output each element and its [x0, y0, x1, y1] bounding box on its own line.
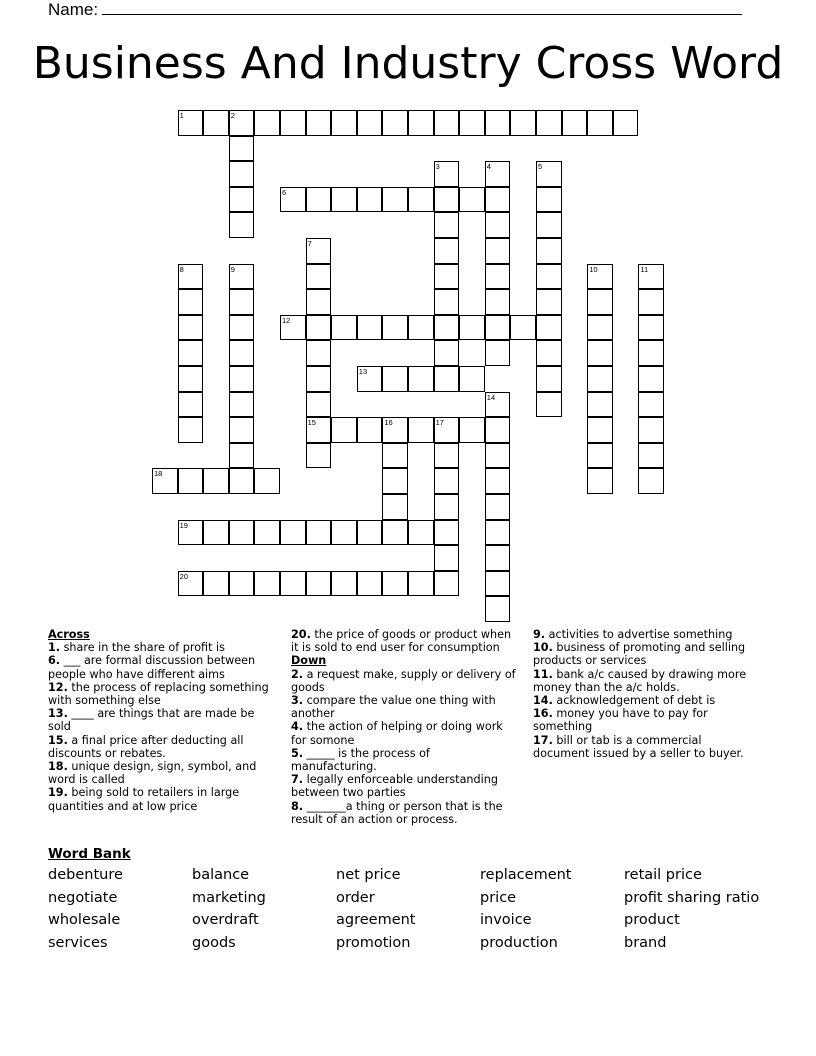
crossword-cell[interactable]	[382, 571, 408, 597]
clue-item-text: _______a thing or person that is the result of an action or process.	[291, 799, 503, 826]
crossword-cell[interactable]	[382, 366, 408, 392]
crossword-cell[interactable]	[382, 187, 408, 213]
crossword-cell[interactable]	[178, 264, 204, 290]
clue-item-text: ____ are things that are made be sold	[48, 707, 255, 734]
clue-number: 2	[230, 111, 235, 120]
crossword-cell[interactable]	[434, 212, 460, 238]
clue-number: 11	[640, 264, 649, 274]
crossword-cell[interactable]	[382, 110, 408, 136]
crossword-cell[interactable]	[382, 494, 408, 520]
crossword-cell[interactable]	[536, 110, 562, 136]
clue-item-text: the action of helping or doing work for somone	[291, 720, 503, 747]
clue-item-number: 12.	[48, 680, 68, 694]
crossword-cell[interactable]	[638, 468, 664, 494]
crossword-cell[interactable]	[306, 366, 332, 392]
clue-item-number: 18.	[48, 760, 68, 774]
crossword-cell[interactable]	[178, 110, 204, 136]
crossword-cell[interactable]	[331, 187, 357, 213]
clue-number: 16	[384, 418, 393, 428]
clue-number: 5	[538, 162, 543, 172]
clue-item-number: 7.	[291, 773, 304, 787]
crossword-cell[interactable]	[434, 161, 460, 187]
crossword-cell[interactable]	[306, 289, 332, 315]
crossword-cell[interactable]	[306, 571, 332, 597]
crossword-cell[interactable]	[638, 443, 664, 469]
crossword-cell[interactable]	[306, 238, 332, 264]
crossword-cell[interactable]	[178, 571, 204, 597]
crossword-cell[interactable]	[408, 417, 434, 443]
clue-item-number: 8.	[291, 799, 304, 813]
crossword-cell[interactable]	[229, 136, 255, 162]
crossword-cell[interactable]	[485, 187, 511, 213]
crossword-cell[interactable]	[229, 468, 255, 494]
word-bank-item: wholesale	[48, 912, 121, 929]
crossword-cell[interactable]	[203, 110, 229, 136]
clue-item-text: business of promoting and selling products or services	[533, 641, 746, 668]
clue-number: 13	[358, 367, 368, 376]
clue-number: 4	[486, 162, 491, 172]
crossword-cell[interactable]	[229, 340, 255, 366]
crossword-cell[interactable]	[229, 443, 255, 469]
clue-item-text: compare the value one thing with another	[291, 694, 496, 721]
crossword-cell[interactable]	[306, 417, 332, 443]
crossword-cell[interactable]	[408, 315, 434, 341]
crossword-cell[interactable]	[280, 315, 306, 341]
crossword-cell[interactable]	[434, 110, 460, 136]
clue-item-text: the price of goods or product when it is sold to end user for consumption	[291, 628, 512, 655]
clues-column-2	[291, 628, 519, 826]
crossword-cell[interactable]	[178, 468, 204, 494]
crossword-cell[interactable]	[306, 264, 332, 290]
clue-item	[291, 800, 519, 826]
word-bank-item: order	[336, 889, 375, 906]
crossword-cell[interactable]	[485, 212, 511, 238]
crossword-cell[interactable]	[229, 187, 255, 213]
word-bank-item: price	[480, 889, 517, 906]
word-bank-item: replacement	[480, 867, 572, 883]
crossword-cell[interactable]	[536, 264, 562, 290]
crossword-cell[interactable]	[587, 110, 613, 136]
crossword-cell[interactable]	[229, 161, 255, 187]
clue-item-number: 5.	[291, 746, 304, 760]
crossword-cell[interactable]	[587, 264, 613, 290]
crossword-cell[interactable]	[434, 468, 460, 494]
crossword-cell[interactable]	[203, 571, 229, 597]
across-clue-list-continued	[291, 628, 519, 654]
crossword-cell[interactable]	[485, 520, 511, 546]
crossword-cell[interactable]	[536, 187, 562, 213]
crossword-cell[interactable]	[485, 161, 511, 187]
clue-number: 14	[486, 392, 496, 402]
clue-item-text: the process of replacing something with something else	[48, 680, 269, 708]
crossword-cell[interactable]	[408, 520, 434, 546]
crossword-cell[interactable]	[638, 264, 664, 290]
crossword-cell[interactable]	[382, 443, 408, 469]
crossword-cell[interactable]	[434, 187, 460, 213]
clue-item-text: bank a/c caused by drawing more money than the a/c holds.	[533, 667, 747, 694]
crossword-cell[interactable]	[638, 366, 664, 392]
crossword-cell[interactable]	[434, 315, 460, 341]
crossword-cell[interactable]	[357, 315, 383, 341]
name-label: Name:	[48, 0, 99, 19]
crossword-cell[interactable]	[485, 110, 511, 136]
crossword-cell[interactable]	[203, 520, 229, 546]
crossword-cell[interactable]	[178, 392, 204, 418]
crossword-cell[interactable]	[382, 417, 408, 443]
clue-item-text: share in the share of profit is	[60, 641, 225, 655]
clue-item-text: money you have to pay for something	[533, 707, 708, 734]
crossword-cell[interactable]	[536, 340, 562, 366]
clue-item-number: 10.	[533, 641, 553, 655]
clue-number: 3	[435, 162, 440, 172]
crossword-cell[interactable]	[331, 571, 357, 597]
crossword-cell[interactable]	[408, 366, 434, 392]
crossword-cell[interactable]	[306, 392, 332, 418]
clue-item	[533, 694, 761, 707]
crossword-cell[interactable]	[178, 340, 204, 366]
crossword-cell[interactable]	[536, 212, 562, 238]
word-bank-item: overdraft	[192, 912, 259, 929]
clues-column-3	[533, 628, 761, 760]
down-clue-list-continued	[533, 628, 761, 760]
crossword-cell[interactable]	[229, 315, 255, 341]
clue-item-text: bill or tab is a commercial document issued by a seller to buyer.	[533, 733, 744, 760]
crossword-cell[interactable]	[357, 366, 383, 392]
crossword-cell[interactable]	[459, 417, 485, 443]
crossword-cell[interactable]	[382, 468, 408, 494]
crossword-cell[interactable]	[459, 315, 485, 341]
clue-item	[533, 628, 761, 641]
crossword-cell[interactable]	[434, 571, 460, 597]
clue-item-text: a request make, supply or delivery of goods	[291, 667, 516, 694]
clue-item	[48, 707, 276, 733]
word-bank-item: services	[48, 935, 108, 952]
clue-item-text: a final price after deducting all discounts or rebates.	[48, 733, 244, 760]
clue-item-number: 11.	[533, 667, 553, 681]
crossword-cell[interactable]	[562, 110, 588, 136]
clue-item-number: 9.	[533, 628, 546, 641]
crossword-cell[interactable]	[485, 494, 511, 520]
crossword-cell[interactable]	[434, 494, 460, 520]
clue-item	[291, 720, 519, 746]
word-bank-item: goods	[192, 935, 236, 952]
word-bank-item: debenture	[48, 867, 123, 883]
crossword-cell[interactable]	[459, 366, 485, 392]
crossword-cell[interactable]	[229, 110, 255, 136]
crossword-cell[interactable]	[229, 520, 255, 546]
crossword-cell[interactable]	[485, 417, 511, 443]
crossword-cell[interactable]	[178, 366, 204, 392]
clue-item-number: 14.	[533, 694, 553, 708]
crossword-cell[interactable]	[229, 392, 255, 418]
crossword-cell[interactable]	[536, 366, 562, 392]
crossword-cell[interactable]	[357, 571, 383, 597]
clue-number: 17	[435, 418, 444, 428]
word-bank-item: brand	[624, 935, 667, 952]
crossword-cell[interactable]	[485, 289, 511, 315]
crossword-cell[interactable]	[587, 443, 613, 469]
crossword-cell[interactable]	[459, 187, 485, 213]
clue-item	[48, 760, 276, 786]
crossword-cell[interactable]	[229, 417, 255, 443]
crossword-cell[interactable]	[638, 289, 664, 315]
crossword-cell[interactable]	[382, 520, 408, 546]
crossword-cell[interactable]	[357, 187, 383, 213]
crossword-cell[interactable]	[485, 238, 511, 264]
down-clue-list	[291, 668, 519, 826]
clue-item	[48, 654, 276, 680]
crossword-cell[interactable]	[331, 417, 357, 443]
clue-item	[291, 628, 519, 654]
crossword-cell[interactable]	[357, 417, 383, 443]
crossword-cell[interactable]	[152, 468, 178, 494]
crossword-cell[interactable]	[587, 289, 613, 315]
crossword-cell[interactable]	[357, 520, 383, 546]
crossword-cell[interactable]	[485, 571, 511, 597]
crossword-cell[interactable]	[306, 110, 332, 136]
crossword-cell[interactable]	[306, 187, 332, 213]
word-bank-item: product	[624, 912, 680, 929]
page-title: Business And Industry Cross Word	[32, 38, 784, 89]
crossword-cell[interactable]	[587, 315, 613, 341]
crossword-cell[interactable]	[638, 340, 664, 366]
word-bank-item: promotion	[336, 935, 411, 952]
crossword-cell[interactable]	[510, 315, 536, 341]
clue-number: 12	[282, 315, 291, 325]
crossword-cell[interactable]	[408, 187, 434, 213]
crossword-cell[interactable]	[485, 340, 511, 366]
clue-number: 9	[230, 264, 235, 274]
crossword-cell[interactable]	[587, 340, 613, 366]
clue-item-text: being sold to retailers in large quantities and at low price	[48, 786, 240, 813]
word-bank-item: marketing	[192, 889, 266, 906]
crossword-cell[interactable]	[357, 110, 383, 136]
crossword-cell[interactable]	[331, 110, 357, 136]
crossword-cell[interactable]	[459, 110, 485, 136]
clue-item	[48, 734, 276, 760]
clue-item-number: 20.	[291, 628, 311, 641]
crossword-cell[interactable]	[638, 315, 664, 341]
word-bank-item: net price	[336, 867, 401, 883]
crossword-cell[interactable]	[485, 596, 511, 622]
clue-number: 19	[179, 520, 188, 530]
crossword-cell[interactable]	[638, 417, 664, 443]
clue-item-text: acknowledgement of debt is	[552, 694, 716, 708]
across-header: Across	[48, 628, 90, 641]
word-bank-item: invoice	[480, 912, 532, 929]
clue-item-text: _____ is the process of manufacturing.	[291, 746, 430, 774]
clue-number: 20	[179, 571, 188, 581]
clue-item	[291, 747, 519, 773]
crossword-cell[interactable]	[485, 545, 511, 571]
word-bank-title: Word Bank	[48, 846, 131, 862]
clue-number: 1	[179, 111, 184, 120]
clue-item	[533, 641, 761, 667]
across-clue-list	[48, 641, 276, 813]
crossword-cell[interactable]	[434, 545, 460, 571]
word-bank-item: production	[480, 935, 558, 952]
crossword-cell[interactable]	[229, 212, 255, 238]
clue-number: 15	[307, 418, 316, 428]
crossword-cell[interactable]	[280, 110, 306, 136]
crossword-cell[interactable]	[613, 110, 639, 136]
crossword-cell[interactable]	[254, 520, 280, 546]
clue-item	[533, 707, 761, 733]
crossword-cell[interactable]	[280, 520, 306, 546]
crossword-cell[interactable]	[485, 392, 511, 418]
clue-item-text: unique design, sign, symbol, and word is called	[48, 760, 257, 787]
crossword-cell[interactable]	[536, 238, 562, 264]
crossword-cell[interactable]	[434, 520, 460, 546]
crossword-cell[interactable]	[306, 443, 332, 469]
clue-item-text: legally enforceable understanding between two parties	[291, 773, 498, 800]
crossword-cell[interactable]	[254, 571, 280, 597]
clue-item-number: 15.	[48, 733, 68, 747]
crossword-cell[interactable]	[306, 315, 332, 341]
clue-number: 7	[307, 239, 312, 248]
clue-item-text: activities to advertise something	[545, 628, 733, 641]
clue-item-number: 4.	[291, 720, 304, 734]
clue-item	[291, 694, 519, 720]
crossword-cell[interactable]	[434, 417, 460, 443]
crossword-cell[interactable]	[306, 340, 332, 366]
word-bank-item: balance	[192, 867, 250, 883]
crossword-cell[interactable]	[178, 289, 204, 315]
clue-number: 10	[589, 264, 598, 274]
crossword-cell[interactable]	[331, 315, 357, 341]
crossword-cell[interactable]	[229, 264, 255, 290]
crossword-cell[interactable]	[587, 417, 613, 443]
crossword-cell[interactable]	[331, 520, 357, 546]
crossword-cell[interactable]	[536, 392, 562, 418]
clue-item	[533, 668, 761, 694]
crossword-cell[interactable]	[536, 161, 562, 187]
crossword-cell[interactable]	[229, 289, 255, 315]
crossword-cell[interactable]	[434, 264, 460, 290]
crossword-cell[interactable]	[587, 468, 613, 494]
clue-item-number: 19.	[48, 786, 68, 800]
crossword-cell[interactable]	[536, 315, 562, 341]
crossword-cell[interactable]	[510, 110, 536, 136]
clue-item	[48, 681, 276, 707]
clue-item-number: 3.	[291, 694, 304, 708]
crossword-cell[interactable]	[434, 238, 460, 264]
crossword-cell[interactable]	[485, 315, 511, 341]
crossword-cell[interactable]	[178, 315, 204, 341]
clue-item-text: ___ are formal discussion between people who have different aims	[48, 654, 256, 681]
clue-number: 6	[282, 187, 287, 197]
crossword-cell[interactable]	[280, 187, 306, 213]
clue-item-number: 6.	[48, 654, 61, 668]
crossword-cell[interactable]	[485, 264, 511, 290]
crossword-cell[interactable]	[434, 340, 460, 366]
crossword-cell[interactable]	[280, 571, 306, 597]
word-bank-item: retail price	[624, 867, 702, 883]
clue-item	[291, 668, 519, 694]
crossword-cell[interactable]	[203, 468, 229, 494]
clue-item-number: 2.	[291, 667, 304, 681]
clues-column-1	[48, 628, 276, 813]
crossword-cell[interactable]	[306, 520, 332, 546]
clue-number: 18	[154, 469, 163, 479]
crossword-cell[interactable]	[408, 571, 434, 597]
crossword-cell[interactable]	[434, 289, 460, 315]
clue-item-number: 13.	[48, 707, 68, 721]
crossword-cell[interactable]	[254, 110, 280, 136]
clue-item-number: 1.	[48, 641, 61, 655]
crossword-cell[interactable]	[434, 443, 460, 469]
clue-item-number: 17.	[533, 733, 553, 747]
crossword-cell[interactable]	[178, 417, 204, 443]
clue-item	[291, 773, 519, 799]
crossword-cell[interactable]	[485, 468, 511, 494]
clue-number: 8	[179, 264, 184, 274]
crossword-cell[interactable]	[382, 315, 408, 341]
crossword-cell[interactable]	[229, 571, 255, 597]
word-bank-item: negotiate	[48, 889, 118, 906]
crossword-cell[interactable]	[408, 110, 434, 136]
clue-item	[533, 734, 761, 760]
crossword-cell[interactable]	[229, 366, 255, 392]
down-header: Down	[291, 654, 327, 668]
crossword-cell[interactable]	[638, 392, 664, 418]
word-bank-item: profit sharing ratio	[624, 889, 760, 906]
crossword-cell[interactable]	[178, 520, 204, 546]
clue-item	[48, 641, 276, 654]
crossword-cell[interactable]	[587, 392, 613, 418]
word-bank-item: agreement	[336, 912, 416, 929]
crossword-cell[interactable]	[254, 468, 280, 494]
clue-item-number: 16.	[533, 707, 553, 721]
clue-item	[48, 786, 276, 812]
crossword-cell[interactable]	[434, 366, 460, 392]
crossword-cell[interactable]	[485, 443, 511, 469]
crossword-cell[interactable]	[587, 366, 613, 392]
crossword-cell[interactable]	[536, 289, 562, 315]
